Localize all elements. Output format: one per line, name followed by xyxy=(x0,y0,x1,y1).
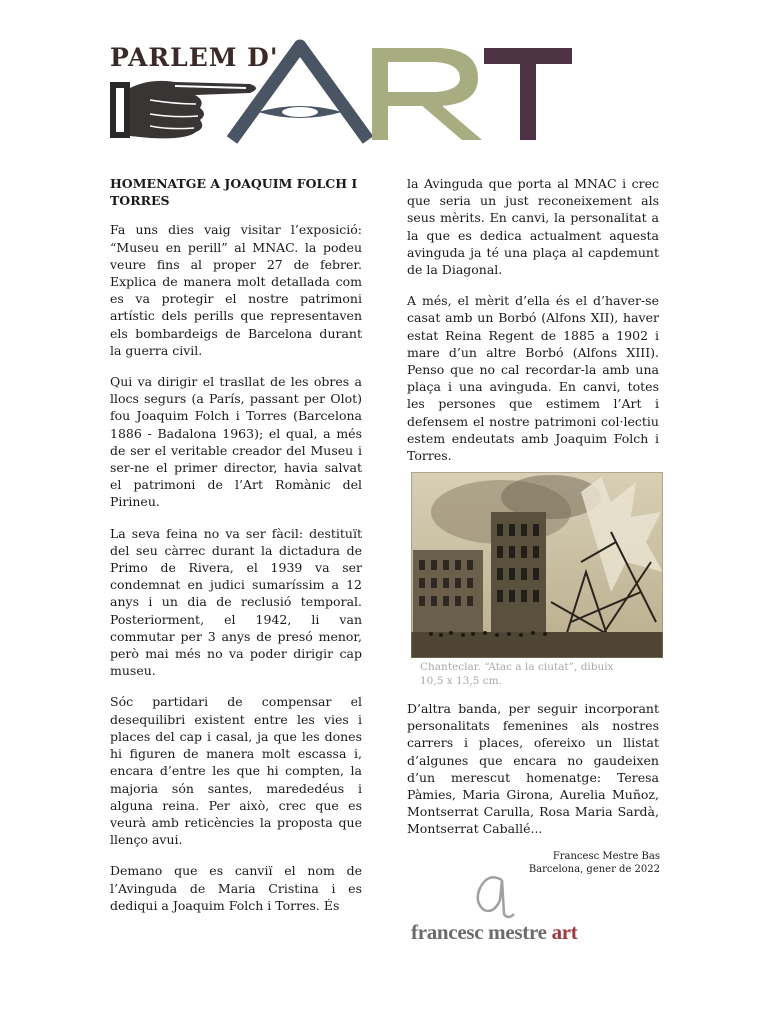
header-banner xyxy=(0,0,768,170)
author-name: Francesc Mestre Bas xyxy=(552,851,660,862)
paragraph: Demano que es canviï el nom de l’Avinguda de Maria Cristina i es dediqui a Joaquim Folch i Torres. És xyxy=(110,863,362,913)
brand-a-logo-icon xyxy=(468,870,518,925)
article-title: HOMENATGE A JOAQUIM FOLCH I TORRES xyxy=(110,176,358,209)
brand-wordmark xyxy=(411,920,578,945)
paragraph: La seva feina no va ser fàcil: destituït del seu càrrec durant la dictadura de Primo de Rivera, el 1939 va ser condemnat en judici sumaríssim a 12 anys i un dia de reclusió temporal. Posteriorment, el 1942, li van commutar per 3 anys de presó menor, però mai més no va poder dirigir cap museu. xyxy=(110,525,362,679)
paragraph: Sóc partidari de compensar el desequilibri existent entre les vies i places del cap i casal, ja que les dones hi figuren de manera molt escassa i, encara d’entre les que hi compten, la majoria són santes, marededéus i alguna reina. Per això, crec que es veurà amb reticències la proposta que llenço avui. xyxy=(110,694,362,848)
paragraph: A més, el mèrit d’ella és el d’haver-se casat amb un Borbó (Alfons XII), haver estat Reina Regent de 1885 a 1902 i mare d’un altre Borbó (Alfons XIII). Penso que no cal recordar-la amb una plaça i una avinguda. En canvi, totes les persones que estimem l’Art i defensem el nostre patrimoni col·lectiu estem endeutats amb Joaquim Folch i Torres. xyxy=(407,293,659,464)
logo-letter-t xyxy=(484,48,572,140)
logo-letter-r xyxy=(372,48,482,140)
left-column xyxy=(110,175,362,928)
logo-prefix: PARLEM D' xyxy=(110,43,279,72)
place-date: Barcelona, gener de 2022 xyxy=(528,864,660,875)
caption-dimensions: 10,5 x 13,5 cm. xyxy=(420,675,502,687)
caption-title: Chanteclar. “Atac a la ciutat”, dibuix xyxy=(420,661,614,673)
right-column-bottom xyxy=(407,700,659,852)
artwork-image xyxy=(411,472,663,658)
paragraph: la Avinguda que porta al MNAC i crec que seria un just reconeixement als seus mèrits. En canvi, la personalitat a la que es dedica actualment aquesta avinguda ja té una plaça al capdemunt de la Diagonal. xyxy=(407,176,659,278)
brand-art: art xyxy=(551,920,578,944)
paragraph: Fa uns dies vaig visitar l’exposició: “Museu en perill” al MNAC. la podeu veure fins al proper 27 de febrer. Explica de manera molt detallada com es va protegir el nostre patrimoni artístic dels perills que representaven els bombardeigs de Barcelona durant la guerra civil. xyxy=(110,222,362,358)
brand-name: francesc mestre xyxy=(411,920,552,944)
paragraph: D’altra banda, per seguir incorporant personalitats femenines als nostres carrers i places, ofereixo un llistat d’algunes que encara no gaudeixen d’un merescut homenatge: Teresa Pàmies, Maria Girona, Aurelia Muñoz, Montserrat Carulla, Rosa Maria Sardà, Montserrat Caballé... xyxy=(407,701,659,837)
header-logo xyxy=(0,0,768,170)
paragraph: Qui va dirigir el trasllat de les obres a llocs segurs (a París, passant per Olot) fou Joaquim Folch i Torres (Barcelona 1886 - Badalona 1963); el qual, a més de ser el veritable creador del Museu i ser-ne el primer director, havia salvat el patrimoni de l’Art Romànic del Pirineu. xyxy=(110,374,362,510)
right-column xyxy=(407,175,659,478)
image-caption xyxy=(420,660,660,688)
